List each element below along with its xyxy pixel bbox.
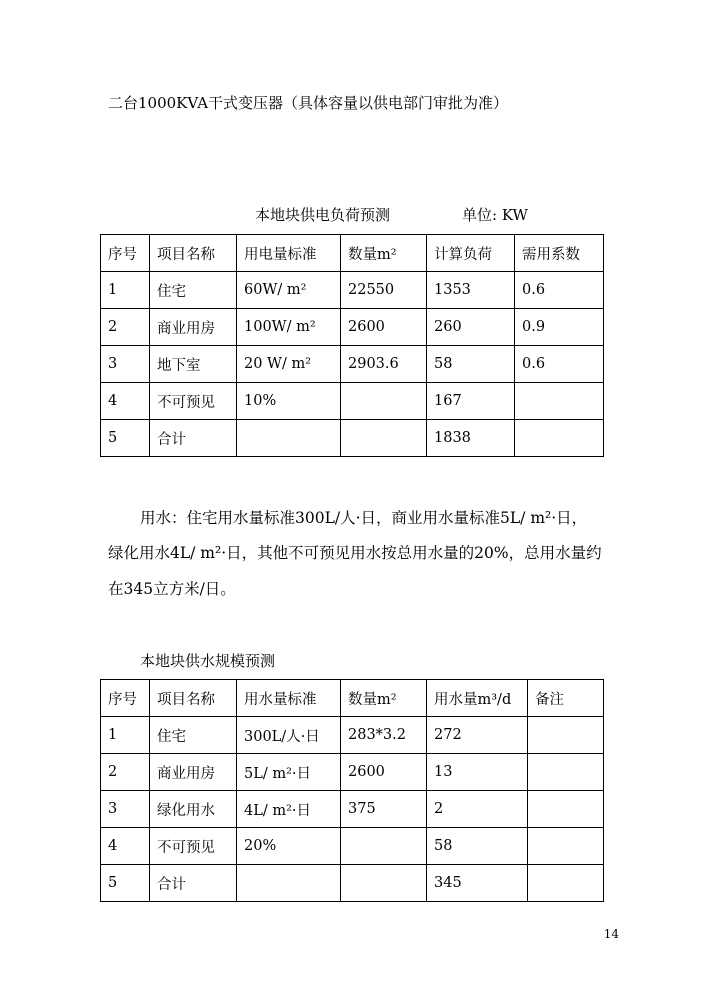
table-cell: 地下室 [150, 346, 237, 383]
table-cell: 375 [341, 791, 427, 828]
table-cell [528, 754, 604, 791]
table-cell: 20 W/ m² [237, 346, 341, 383]
table-cell [528, 865, 604, 902]
table-cell [341, 865, 427, 902]
table-row [101, 865, 604, 902]
table-cell [237, 420, 341, 457]
table-cell: 4 [101, 828, 150, 865]
table-cell: 2903.6 [341, 346, 427, 383]
header-cell: 序号 [101, 235, 150, 272]
table-cell: 住宅 [150, 272, 237, 309]
table-cell: 1 [101, 717, 150, 754]
table-cell: 58 [427, 828, 528, 865]
table-cell [341, 420, 427, 457]
table-row [101, 346, 604, 383]
table-cell: 2600 [341, 309, 427, 346]
table-cell: 22550 [341, 272, 427, 309]
table-row [101, 383, 604, 420]
table-cell: 60W/ m² [237, 272, 341, 309]
table-row [101, 309, 604, 346]
table-cell: 58 [427, 346, 515, 383]
table-cell: 300L/人·日 [237, 717, 341, 754]
header-cell: 用水量标准 [237, 680, 341, 717]
table-cell: 2 [101, 754, 150, 791]
table-header-row [101, 680, 604, 717]
table-cell: 5 [101, 420, 150, 457]
table-cell: 283*3.2 [341, 717, 427, 754]
table-cell [515, 420, 604, 457]
table-cell: 4L/ m²·日 [237, 791, 341, 828]
power-table-unit: 单位: KW [462, 206, 528, 224]
table-cell: 4 [101, 383, 150, 420]
table-cell: 260 [427, 309, 515, 346]
header-cell: 项目名称 [150, 680, 237, 717]
table-row [101, 420, 604, 457]
table-row [101, 828, 604, 865]
table-cell: 10% [237, 383, 341, 420]
table-cell: 不可预见 [150, 828, 237, 865]
table-cell [528, 791, 604, 828]
table-cell [528, 717, 604, 754]
table-cell: 167 [427, 383, 515, 420]
power-table-caption: 本地块供电负荷预测 [255, 206, 391, 224]
table-cell: 1838 [427, 420, 515, 457]
table-cell: 5 [101, 865, 150, 902]
header-cell: 序号 [101, 680, 150, 717]
table-cell: 3 [101, 346, 150, 383]
table-cell: 0.6 [515, 272, 604, 309]
header-cell: 计算负荷 [427, 235, 515, 272]
table-header-row [101, 235, 604, 272]
water-supply-table [100, 679, 604, 902]
table-row [101, 754, 604, 791]
water-table-caption: 本地块供水规模预测 [140, 652, 276, 670]
table-row [101, 272, 604, 309]
transformer-note: 二台1000KVA干式变压器（具体容量以供电部门审批为准） [108, 94, 509, 112]
table-cell: 商业用房 [150, 309, 237, 346]
table-cell: 0.6 [515, 346, 604, 383]
table-cell: 272 [427, 717, 528, 754]
table-cell: 100W/ m² [237, 309, 341, 346]
table-cell: 住宅 [150, 717, 237, 754]
table-cell: 合计 [150, 865, 237, 902]
table-cell: 1 [101, 272, 150, 309]
table-cell [341, 383, 427, 420]
table-cell: 20% [237, 828, 341, 865]
header-cell: 用电量标准 [237, 235, 341, 272]
table-cell: 5L/ m²·日 [237, 754, 341, 791]
table-cell: 345 [427, 865, 528, 902]
table-cell: 不可预见 [150, 383, 237, 420]
table-cell [341, 828, 427, 865]
water-paragraph-line: 在345立方米/日。 [108, 580, 236, 598]
header-cell: 项目名称 [150, 235, 237, 272]
table-cell: 3 [101, 791, 150, 828]
table-row [101, 717, 604, 754]
water-paragraph-line: 用水：住宅用水量标准300L/人·日，商业用水量标准5L/ m²·日， [140, 509, 588, 527]
table-row [101, 791, 604, 828]
water-paragraph-line: 绿化用水4L/ m²·日，其他不可预见用水按总用水量的20%，总用水量约 [108, 544, 602, 562]
table-cell [528, 828, 604, 865]
table-cell [237, 865, 341, 902]
header-cell: 需用系数 [515, 235, 604, 272]
table-cell: 1353 [427, 272, 515, 309]
page-number: 14 [603, 927, 619, 941]
header-cell: 数量m² [341, 235, 427, 272]
table-cell: 2 [427, 791, 528, 828]
table-cell: 13 [427, 754, 528, 791]
table-cell: 商业用房 [150, 754, 237, 791]
power-load-table [100, 234, 604, 457]
table-cell: 合计 [150, 420, 237, 457]
table-cell: 2600 [341, 754, 427, 791]
header-cell: 用水量m³/d [427, 680, 528, 717]
header-cell: 数量m² [341, 680, 427, 717]
table-cell: 0.9 [515, 309, 604, 346]
table-cell: 2 [101, 309, 150, 346]
table-cell: 绿化用水 [150, 791, 237, 828]
table-cell [515, 383, 604, 420]
header-cell: 备注 [528, 680, 604, 717]
